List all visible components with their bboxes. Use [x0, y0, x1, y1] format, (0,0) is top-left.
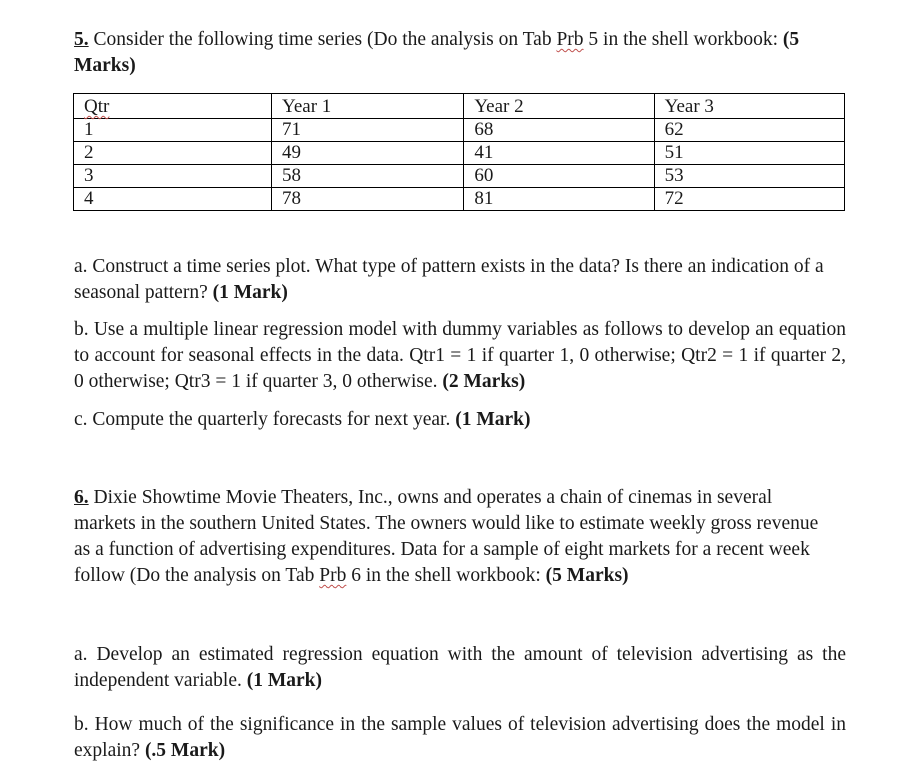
question-5a-text: a. Construct a time series plot. What type of pattern exists in the data? Is there an indication of a seasonal pattern?: [74, 256, 824, 303]
table-cell: 2: [74, 142, 272, 165]
table-cell: 1: [74, 119, 272, 142]
tab-name-prb: Prb: [319, 565, 347, 586]
table-cell: 62: [654, 119, 844, 142]
question-5a-marks: (1 Mark): [212, 282, 288, 303]
table-cell: 71: [272, 119, 464, 142]
question-5b: [74, 317, 846, 395]
header-cell-year-3: Year 3: [654, 94, 844, 119]
question-5b-text: b. Use a multiple linear regression model with dummy variables as follows to develop an equation to account for seasonal effects in the data. Qtr1 = 1 if quarter 1, 0 otherwise; Qtr2 = 1 if quarter 2, 0 otherwise; Qtr3 = 1 if quarter 3, 0 otherwise.: [74, 319, 846, 392]
question-5b-marks: (2 Marks): [442, 371, 526, 392]
question-6-intro: Dixie Showtime Movie Theaters, Inc., owns and operates a chain of cinemas in several markets in the southern United States. The owners would like to estimate weekly gross revenue as a function of advertising expenditures. Data for a sample of eight markets for a recent week follow (Do the analysis on Tab: [74, 487, 819, 586]
header-cell-qtr: Qtr: [74, 94, 272, 119]
question-5-text: [74, 27, 846, 79]
question-6-number: 6.: [74, 487, 89, 508]
header-cell-year-2: Year 2: [464, 94, 654, 119]
question-6a-text: a. Develop an estimated regression equation with the amount of television advertising as the independent variable.: [74, 644, 846, 691]
table-row: [74, 188, 845, 211]
table-cell: 53: [654, 165, 844, 188]
question-6b-text: b. How much of the significance in the sample values of television advertising does the model in explain?: [74, 714, 846, 761]
table-cell: 58: [272, 165, 464, 188]
question-6a-marks: (1 Mark): [246, 670, 323, 691]
table-cell: 81: [464, 188, 654, 211]
header-cell-year-1: Year 1: [272, 94, 464, 119]
question-5-marks: (5 Marks): [74, 29, 800, 76]
question-6-text: [74, 485, 834, 589]
question-6b-marks: (.5 Mark): [144, 740, 226, 761]
table-row: [74, 165, 845, 188]
table-cell: 72: [654, 188, 844, 211]
question-5c-text: c. Compute the quarterly forecasts for next year.: [74, 409, 456, 430]
table-cell: 51: [654, 142, 844, 165]
table-cell: 78: [272, 188, 464, 211]
question-6-intro-cont: 6 in the shell workbook:: [346, 565, 546, 586]
time-series-table: [73, 93, 845, 211]
question-5-intro-cont: 5 in the shell workbook:: [583, 29, 783, 50]
table-cell: 49: [272, 142, 464, 165]
table-cell: 41: [464, 142, 654, 165]
table-cell: 4: [74, 188, 272, 211]
question-5c: [74, 407, 846, 433]
table-row: [74, 142, 845, 165]
table-cell: 3: [74, 165, 272, 188]
question-6b: [74, 712, 846, 764]
question-5c-marks: (1 Mark): [455, 409, 531, 430]
table-cell: 68: [464, 119, 654, 142]
question-5-intro: Consider the following time series (Do the analysis on Tab: [88, 29, 557, 50]
question-5-number: 5.: [74, 29, 89, 50]
tab-name-prb: Prb: [556, 29, 584, 50]
question-5a: [74, 254, 846, 306]
question-6a: [74, 642, 846, 694]
table-header-row: [74, 94, 845, 119]
question-6-marks: (5 Marks): [545, 565, 629, 586]
table-cell: 60: [464, 165, 654, 188]
table-row: [74, 119, 845, 142]
